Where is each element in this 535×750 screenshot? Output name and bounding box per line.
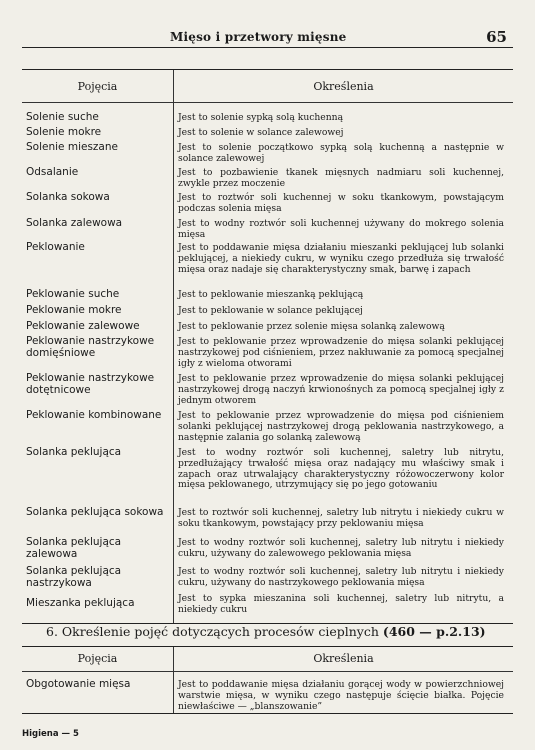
section-title: [46, 624, 486, 639]
running-title: Mięso i przetwory mięsne: [170, 30, 347, 44]
column-header-terms: Pojęcia: [77, 652, 118, 665]
column-header-definitions: Określenia: [313, 652, 374, 665]
definition: Jest to peklowanie przez wprowadzenie do mięsa solanki peklującej nastrzykowej pod ciśnieniem, przez nakłuwanie za pomocą specjalnej igły z wieloma otworami: [178, 336, 504, 369]
section-title-text: 6. Określenie pojęć dotyczących procesów cieplnych: [46, 624, 379, 639]
column-header-definitions: Określenia: [313, 80, 374, 93]
term: Peklowanie mokre: [26, 304, 122, 316]
term: Solanka peklująca: [26, 446, 122, 458]
term: Solenie suche: [26, 111, 99, 123]
definition: Jest to peklowanie mieszanką peklującą: [178, 289, 364, 300]
term: Peklowanie: [26, 241, 85, 253]
definition: Jest to solenie początkowo sypką solą kuchenną a następnie w solance zalewowej: [178, 142, 504, 164]
definition: Jest to roztwór soli kuchennej w soku tkankowym, powstającym podczas solenia mięsa: [178, 192, 504, 214]
definition: Jest to wodny roztwór soli kuchennej używany do mokrego solenia mięsa: [178, 218, 504, 240]
term: Obgotowanie mięsa: [26, 678, 131, 690]
definition: Jest to peklowanie przez solenie mięsa solanką zalewową: [178, 321, 445, 332]
term: Odsalanie: [26, 166, 79, 178]
term: Solenie mieszane: [26, 141, 118, 153]
definition: Jest to sypka mieszanina soli kuchennej, saletry lub nitrytu, a niekiedy cukru: [178, 593, 504, 615]
term: Mieszanka peklująca: [26, 597, 135, 609]
definition: Jest to wodny roztwór soli kuchennej, saletry lub nitrytu i niekiedy cukru, używany do zalewowego peklowania mięsa: [178, 537, 504, 559]
column-divider: [173, 70, 174, 623]
definition: Jest to poddawanie mięsa działaniu gorącej wody w powierzchniowej warstwie mięsa, w wyniku czego następuje ścięcie białka. Pojęcie niewłaściwe — „blanszowanie”: [178, 679, 504, 712]
header-rule: [22, 47, 513, 48]
term: Peklowanie nastrzykowe domięśniowe: [26, 335, 155, 359]
definition: Jest to poddawanie mięsa działaniu mieszanki peklującej lub solanki peklującej, a niekiedy cukru, w wyniku czego przedłuża się trwałość mięsa oraz nadaje się charakterystyczny smak, barwę i zapach: [178, 242, 504, 275]
heat-process-table: [22, 646, 513, 714]
term: Peklowanie suche: [26, 288, 120, 300]
definition: Jest to roztwór soli kuchennej, saletry lub nitrytu i niekiedy cukru w soku tkankowym, powstający przy peklowaniu mięsa: [178, 507, 504, 529]
term: Solenie mokre: [26, 126, 102, 138]
definition: Jest to pozbawienie tkanek mięsnych nadmiaru soli kuchennej, zwykle przez moczenie: [178, 167, 504, 189]
table-header-rule: [22, 102, 513, 103]
definition: Jest to wodny roztwór soli kuchennej, saletry lub nitrytu, przedłużający trwałość mięsa oraz nadający mu właściwy smak i zapach oraz utrwalający charakterystyczny różowoczerwony kolor mięsa peklowanego, utrzymujący się po jego gotowaniu: [178, 447, 504, 491]
page-number: 65: [486, 28, 507, 46]
term: Solanka peklująca sokowa: [26, 506, 164, 518]
term: Peklowanie kombinowane: [26, 409, 162, 421]
column-header-terms: Pojęcia: [77, 80, 118, 93]
term: Peklowanie nastrzykowe dotętnicowe: [26, 372, 155, 396]
section-reference: (460 — p.2.13): [382, 624, 486, 639]
term: Solanka peklująca zalewowa: [26, 536, 122, 560]
definition: Jest to wodny roztwór soli kuchennej, saletry lub nitrytu i niekiedy cukru, używany do nastrzykowego peklowania mięsa: [178, 566, 504, 588]
term: Peklowanie zalewowe: [26, 320, 140, 332]
term: Solanka peklująca nastrzykowa: [26, 565, 122, 589]
definition: Jest to peklowanie przez wprowadzenie do mięsa solanki peklującej nastrzykowej drogą naczyń krwionośnych za pomocą specjalnej igły z jednym otworem: [178, 373, 504, 406]
term: Solanka zalewowa: [26, 217, 123, 229]
term: Solanka sokowa: [26, 191, 110, 203]
definition: Jest to solenie w solance zalewowej: [178, 127, 344, 138]
definition: Jest to peklowanie przez wprowadzenie do mięsa pod ciśnieniem solanki peklującej nastrzykowej drogą peklowania nastrzykowego, a następnie zalania go solanką zalewową: [178, 410, 504, 443]
definition: Jest to peklowanie w solance peklującej: [178, 305, 363, 316]
table-header-rule: [22, 671, 513, 672]
footer-signature: Higiena — 5: [22, 729, 79, 739]
definitions-table: [22, 69, 513, 624]
definition: Jest to solenie sypką solą kuchenną: [178, 112, 344, 123]
